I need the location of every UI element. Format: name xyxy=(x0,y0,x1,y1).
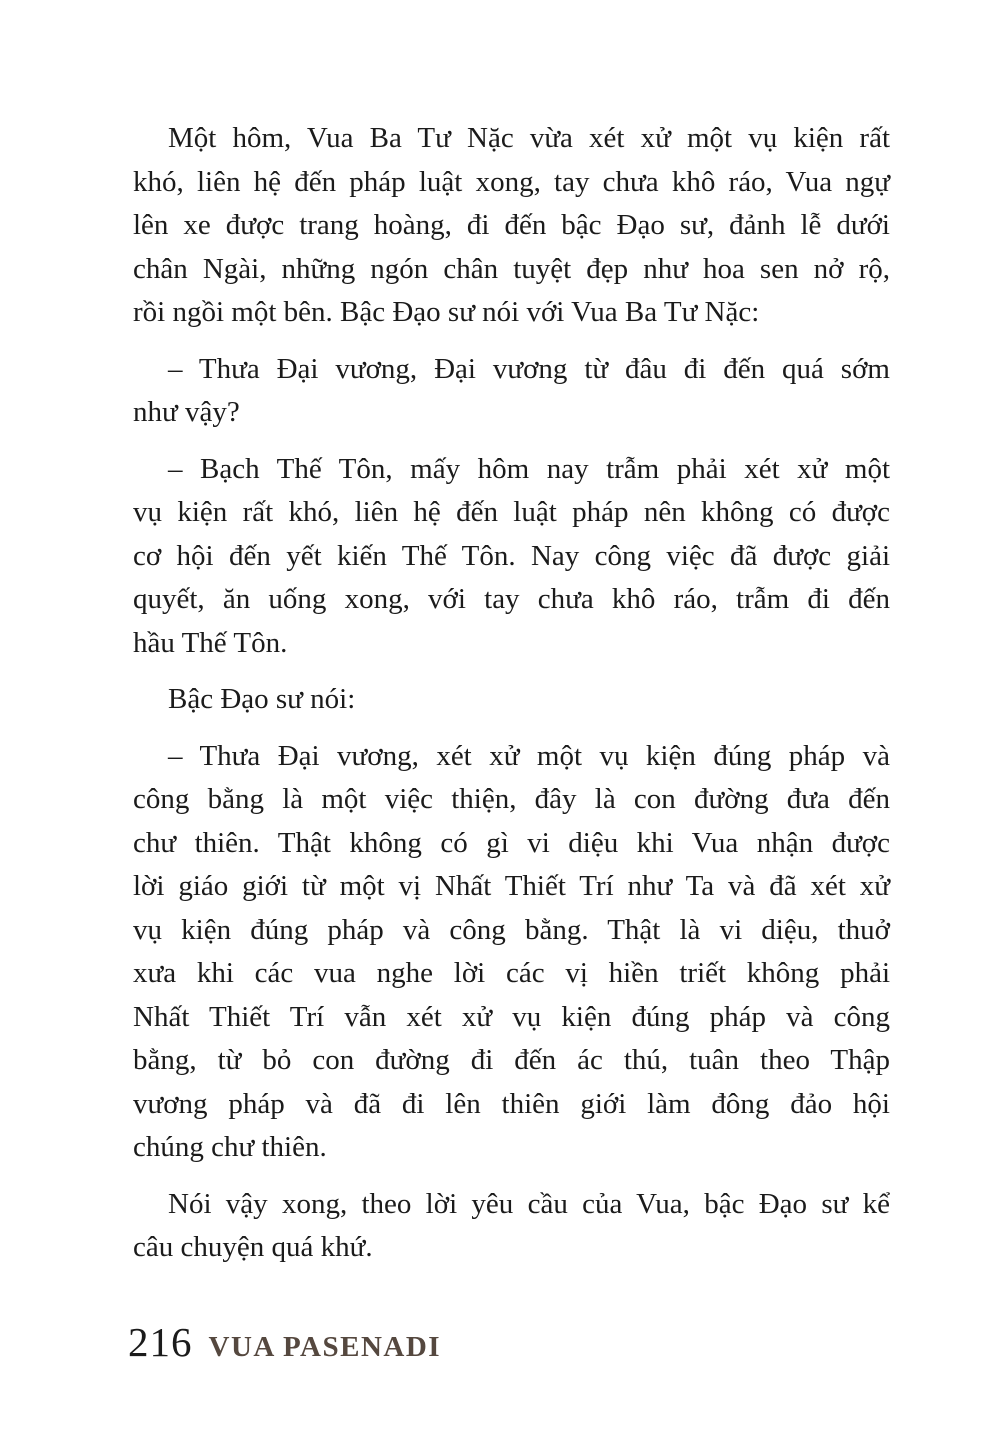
text-line: – Bạch Thế Tôn, mấy hôm nay trẫm phải xét xử một xyxy=(168,452,890,485)
text-line: vụ kiện đúng pháp và công bằng. Thật là vi diệu, thuở xyxy=(133,913,890,946)
text-line: quyết, ăn uống xong, với tay chưa khô ráo, trẫm đi đến xyxy=(133,583,890,615)
page-footer xyxy=(128,1318,888,1366)
text-line: Một hôm, Vua Ba Tư Nặc vừa xét xử một vụ kiện rất xyxy=(168,122,890,154)
text-line: – Thưa Đại vương, Đại vương từ đâu đi đến quá sớm xyxy=(168,352,890,385)
text-line: hầu Thế Tôn. xyxy=(133,626,288,659)
text-line: như vậy? xyxy=(133,396,240,428)
text-line: chư thiên. Thật không có gì vi diệu khi Vua nhận được xyxy=(133,826,890,859)
text-line: Nói vậy xong, theo lời yêu cầu của Vua, bậc Đạo sư kể xyxy=(168,1187,890,1220)
text-line: – Thưa Đại vương, xét xử một vụ kiện đúng pháp và xyxy=(168,739,890,772)
text-line: rồi ngồi một bên. Bậc Đạo sư nói với Vua Ba Tư Nặc: xyxy=(133,296,760,328)
body-text xyxy=(133,117,890,1283)
text-line: lời giáo giới từ một vị Nhất Thiết Trí như Ta và đã xét xử xyxy=(133,870,890,902)
paragraph xyxy=(133,678,890,722)
running-title: VUA PASENADI xyxy=(208,1331,442,1363)
paragraph xyxy=(133,117,890,335)
text-line: vương pháp và đã đi lên thiên giới làm đông đảo hội xyxy=(133,1087,890,1120)
text-line: chân Ngài, những ngón chân tuyệt đẹp như hoa sen nở rộ, xyxy=(133,252,890,285)
text-line: xưa khi các vua nghe lời các vị hiền triết không phải xyxy=(133,957,890,989)
paragraph xyxy=(133,735,890,1170)
text-line: chúng chư thiên. xyxy=(133,1131,327,1163)
paragraph xyxy=(133,348,890,435)
text-line: vụ kiện rất khó, liên hệ đến luật pháp nên không có được xyxy=(133,496,890,528)
text-line: cơ hội đến yết kiến Thế Tôn. Nay công việc đã được giải xyxy=(133,539,890,572)
text-line: lên xe được trang hoàng, đi đến bậc Đạo sư, đảnh lễ dưới xyxy=(133,209,890,241)
paragraph xyxy=(133,1183,890,1270)
text-line: bằng, từ bỏ con đường đi đến ác thú, tuân theo Thập xyxy=(133,1044,890,1076)
text-line: Nhất Thiết Trí vẫn xét xử vụ kiện đúng pháp và công xyxy=(133,1000,890,1033)
text-line: khó, liên hệ đến pháp luật xong, tay chưa khô ráo, Vua ngự xyxy=(133,165,890,198)
page-number: 216 xyxy=(128,1319,193,1365)
text-line: câu chuyện quá khứ. xyxy=(133,1231,373,1263)
text-line: công bằng là một việc thiện, đây là con đường đưa đến xyxy=(133,783,890,815)
paragraph xyxy=(133,448,890,666)
text-line: Bậc Đạo sư nói: xyxy=(168,683,356,715)
